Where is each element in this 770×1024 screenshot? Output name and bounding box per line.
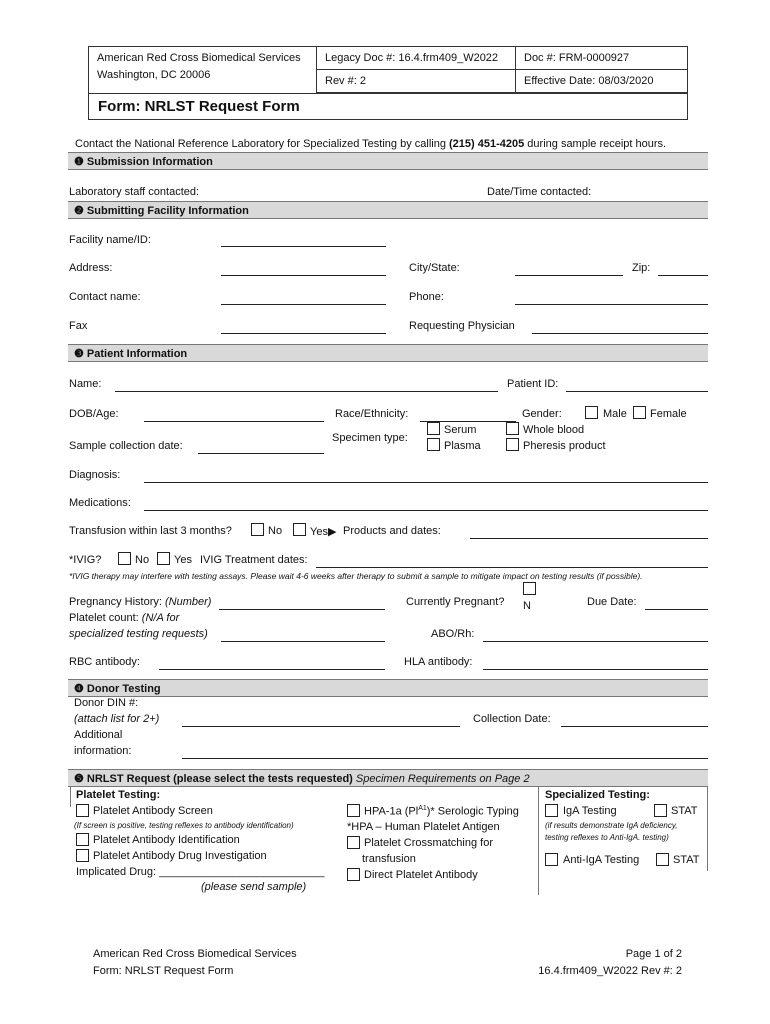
hpa-pre: HPA-1a (Pl [364,805,419,818]
staff-contacted-label: Laboratory staff contacted: [69,186,200,198]
implicated-drug-label[interactable]: Implicated Drug: ___________________________ [76,866,325,878]
crossmatch-label: Platelet Crossmatching for [364,837,493,849]
diagnosis-field[interactable] [144,482,708,483]
serum-checkbox[interactable] [427,422,440,435]
form-title: Form: NRLST Request Form [98,98,300,115]
patient-id-field[interactable] [566,391,708,392]
address-field[interactable] [221,275,386,276]
dob-label: DOB/Age: [69,408,119,420]
header-legacy-doc: Legacy Doc #: 16.4.frm409_W2022 [317,47,516,70]
iga-note-2: testing reflexes to Anti-IgA. testing) [545,833,669,842]
donor-din-label: Donor DIN #: [74,697,139,709]
platelet-count-text: Platelet count: [69,612,139,624]
fax-field[interactable] [221,333,386,334]
ivig-label: *IVIG? [69,554,102,566]
iga-checkbox[interactable] [545,804,558,817]
patient-name-label: Name: [69,378,102,390]
collection-date-donor-label: Collection Date: [473,713,551,725]
specimen-type-label: Specimen type: [332,432,408,444]
screen-label: Platelet Antibody Screen [93,805,213,817]
whole-blood-label: Whole blood [523,424,585,436]
drug-checkbox[interactable] [76,849,89,862]
hla-antibody-field[interactable] [483,669,708,670]
intro-text [75,138,666,150]
hpa-label [364,805,519,818]
female-label: Female [650,408,687,420]
anti-iga-label: Anti-IgA Testing [563,854,640,866]
section-4-header: ❹ Donor Testing [68,679,708,697]
physician-field[interactable] [532,333,708,334]
platelet-testing-heading: Platelet Testing: [76,789,161,801]
zip-field[interactable] [658,275,708,276]
transfusion-yes-checkbox[interactable] [293,523,306,536]
address-label: Address: [69,262,113,274]
pregnancy-number-hint: (Number) [165,596,212,608]
pregnancy-label [69,596,211,608]
hpa-post: )* Serologic Typing [426,805,519,818]
ivig-no-checkbox[interactable] [118,552,131,565]
city-state-label: City/State: [409,262,460,274]
header-divider [89,93,687,94]
pregnant-checkbox[interactable] [523,582,536,595]
header-org: American Red Cross Biomedical Services [97,52,301,64]
ivig-yes-label: Yes [174,554,192,566]
identification-checkbox[interactable] [76,833,89,846]
iga-label: IgA Testing [563,805,617,817]
information-label: information: [74,745,132,757]
identification-label: Platelet Antibody Identification [93,834,240,846]
section-5-right-border [707,787,708,871]
pregnant-n-label: N [523,600,531,612]
contact-name-field[interactable] [221,304,386,305]
specialized-testing-heading: Specialized Testing: [545,789,650,801]
send-sample-hint: (please send sample) [201,881,307,893]
platelet-count-field[interactable] [221,641,385,642]
section-2-header: ❷ Submitting Facility Information [68,201,708,219]
physician-label: Requesting Physician [409,320,515,332]
footer-page: Page 1 of 2 [625,948,682,960]
section-1-header: ❶ Submission Information [68,152,708,170]
iga-note-1: (if results demonstrate IgA deficiency, [545,821,678,830]
collection-date-field[interactable] [198,453,324,454]
intro-phone: (215) 451-4205 [449,138,525,150]
attach-list-hint: (attach list for 2+) [74,713,160,725]
platelet-count-label [69,612,179,624]
gender-label: Gender: [522,408,562,420]
fax-label: Fax [69,320,88,332]
header-rev: Rev #: 2 [317,70,516,93]
ivig-dates-label: IVIG Treatment dates: [200,554,308,566]
header-effective-date: Effective Date: 08/03/2020 [516,70,687,93]
donor-din-field[interactable] [182,726,460,727]
male-checkbox[interactable] [585,406,598,419]
serum-label: Serum [444,424,477,436]
additional-label: Additional [74,729,123,741]
currently-pregnant-label: Currently Pregnant? [406,596,505,608]
platelet-na-hint: (N/A for [141,612,180,624]
crossmatch-checkbox[interactable] [347,836,360,849]
header-org-cell [89,47,317,93]
direct-label: Direct Platelet Antibody [364,869,478,881]
facility-label: Facility name/ID: [69,234,151,246]
hla-antibody-label: HLA antibody: [404,656,473,668]
hpa-definition: *HPA – Human Platelet Antigen [347,821,500,833]
anti-iga-stat-label: STAT [673,854,700,866]
specialized-requests-hint: specialized testing requests) [69,628,208,640]
transfusion-label: Transfusion within last 3 months? [69,525,232,537]
hpa-sup: A1 [418,805,427,812]
header-box [88,46,688,120]
header-city: Washington, DC 20006 [97,69,211,81]
intro-before: Contact the National Reference Laboratory for Specialized Testing by calling [75,138,450,150]
crossmatch-label-2: transfusion [362,853,416,865]
transfusion-no-label: No [268,525,283,537]
due-date-label: Due Date: [587,596,637,608]
pheresis-checkbox[interactable] [506,438,519,451]
footer-doc: 16.4.frm409_W2022 Rev #: 2 [538,965,682,977]
abo-label: ABO/Rh: [431,628,475,640]
anti-iga-checkbox[interactable] [545,853,558,866]
medications-label: Medications: [69,497,131,509]
section-3-header: ❸ Patient Information [68,344,708,362]
patient-id-label: Patient ID: [507,378,559,390]
screen-checkbox[interactable] [76,804,89,817]
section-5-requirements: Specimen Requirements on Page 2 [355,773,530,785]
abo-field[interactable] [483,641,708,642]
additional-info-field[interactable] [182,758,708,759]
section-5-header [68,769,708,787]
plasma-checkbox[interactable] [427,438,440,451]
ivig-note: *IVIG therapy may interfere with testing assays. Please wait 4-6 weeks after therapy to submit a sample to mitigate impact on testing results (if possible). [69,571,643,581]
due-date-field[interactable] [645,609,708,610]
zip-label: Zip: [632,262,651,274]
screen-note: (If screen is positive, testing reflexes to antibody identification) [74,821,294,830]
phone-field[interactable] [515,304,708,305]
medications-field[interactable] [144,510,708,511]
race-label: Race/Ethnicity: [335,408,409,420]
footer-org: American Red Cross Biomedical Services [93,948,297,960]
hpa-checkbox[interactable] [347,804,360,817]
section-5-left-border [70,787,71,807]
products-dates-field[interactable] [470,538,708,539]
drug-label: Platelet Antibody Drug Investigation [93,850,267,862]
section-5-divider [538,787,539,895]
dob-field[interactable] [144,421,324,422]
patient-name-field[interactable] [115,391,498,392]
transfusion-no-checkbox[interactable] [251,523,264,536]
ivig-yes-checkbox[interactable] [157,552,170,565]
female-checkbox[interactable] [633,406,646,419]
transfusion-yes-label: Yes▶ [310,526,337,538]
pheresis-label: Pheresis product [523,440,606,452]
contact-name-label: Contact name: [69,291,141,303]
facility-field[interactable] [221,246,386,247]
section-5-title: ❺ NRLST Request (please select the tests requested) [74,773,353,785]
ivig-no-label: No [135,554,150,566]
whole-blood-checkbox[interactable] [506,422,519,435]
rbc-antibody-field[interactable] [159,669,385,670]
footer-form: Form: NRLST Request Form [93,965,234,977]
plasma-label: Plasma [444,440,481,452]
header-doc-number: Doc #: FRM-0000927 [516,47,687,70]
collection-date-label: Sample collection date: [69,440,183,452]
direct-checkbox[interactable] [347,868,360,881]
collection-date-donor-field[interactable] [561,726,708,727]
datetime-contacted-label: Date/Time contacted: [487,186,592,198]
products-dates-label: Products and dates: [343,525,441,537]
pregnancy-text: Pregnancy History: [69,596,162,608]
male-label: Male [603,408,627,420]
diagnosis-label: Diagnosis: [69,469,121,481]
intro-after: during sample receipt hours. [524,138,667,150]
phone-label: Phone: [409,291,444,303]
anti-iga-stat-checkbox[interactable] [656,853,669,866]
iga-stat-label: STAT [671,805,698,817]
ivig-dates-field[interactable] [316,567,708,568]
iga-stat-checkbox[interactable] [654,804,667,817]
pregnancy-field[interactable] [219,609,385,610]
city-state-field[interactable] [515,275,623,276]
rbc-antibody-label: RBC antibody: [69,656,140,668]
